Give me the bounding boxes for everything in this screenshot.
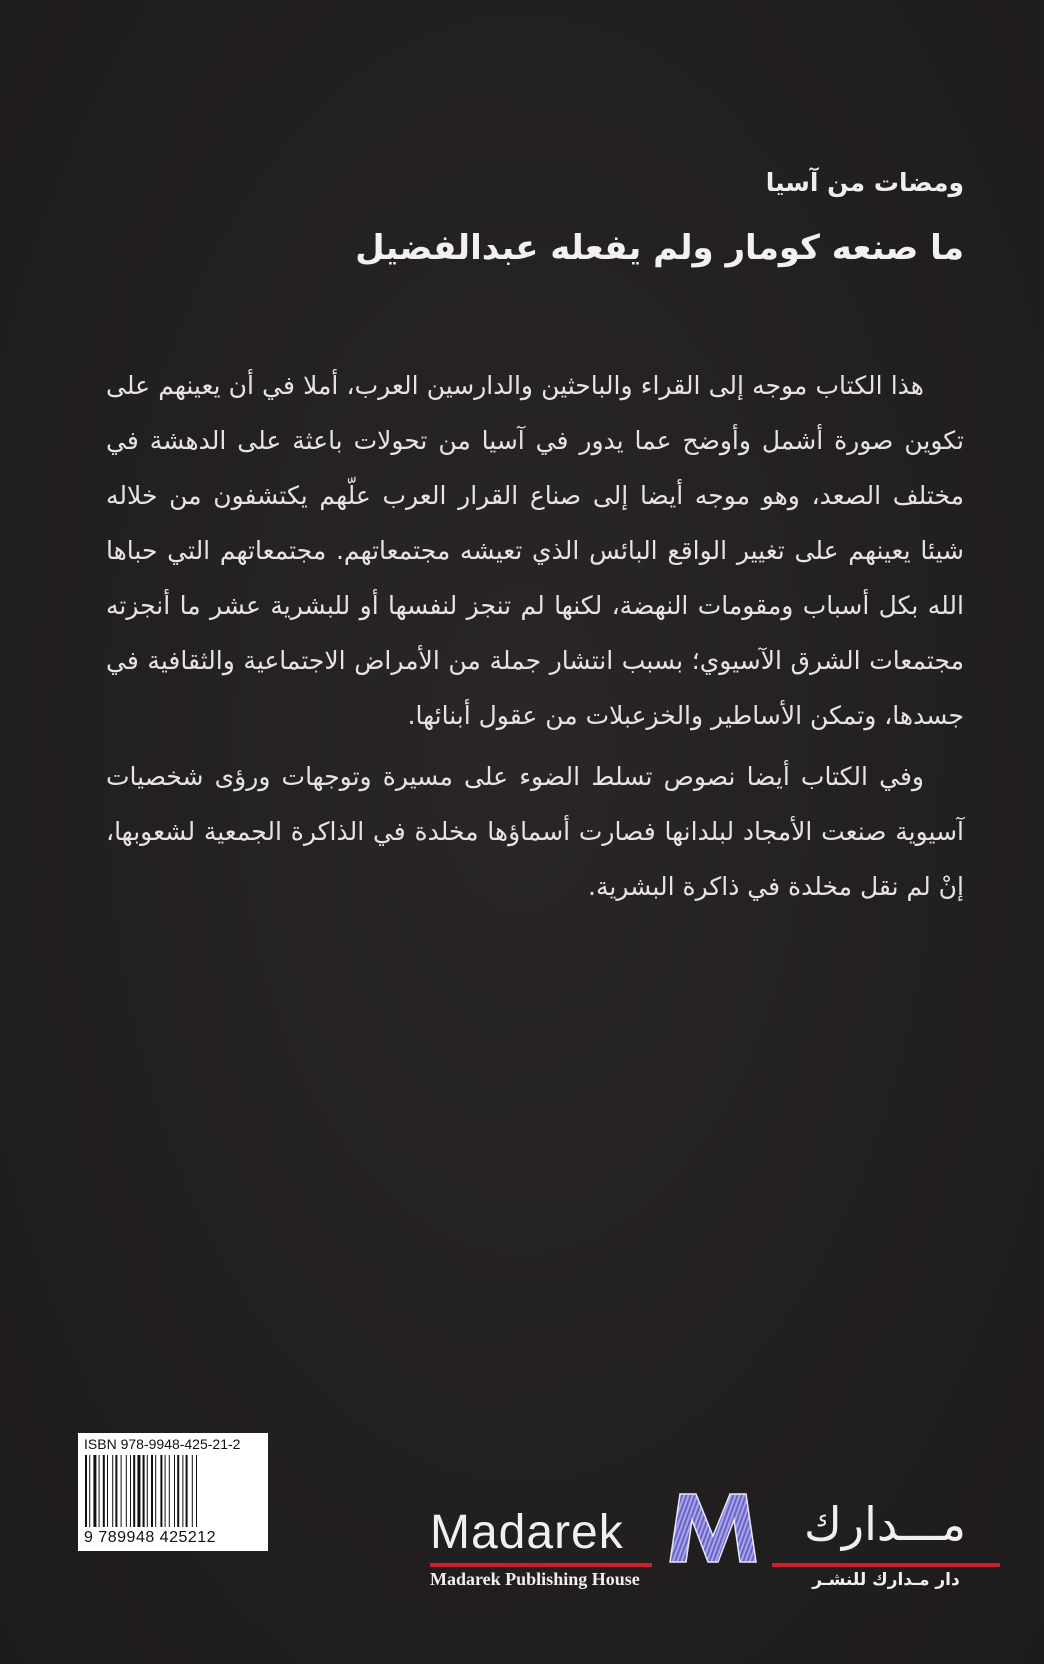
barcode-digits: 9 789948 425212	[84, 1529, 217, 1546]
barcode-bar	[155, 1455, 156, 1527]
book-title: ما صنعه كومار ولم يفعله عبدالفضيل	[355, 228, 964, 268]
barcode-bar	[174, 1455, 175, 1527]
barcode-bar	[192, 1455, 193, 1527]
barcode-bar	[126, 1455, 127, 1527]
barcode-bar	[147, 1455, 148, 1527]
publisher-logo-arabic-rule	[772, 1563, 1000, 1567]
blurb-paragraph-1: هذا الكتاب موجه إلى القراء والباحثين والدارسين العرب، أملا في أن يعينهم على تكوين صورة أشمل وأوضح عما يدور في آسيا من تحولات باعثة على الدهشة في مختلف الصعد، وهو موجه أيضا إلى صناع القرار العرب علّهم يكتشفون من خلاله شيئا يعينهم على تغيير الواقع البائس الذي تعيشه مجتمعاتهم. مجتمعاتهم التي حباها الله بكل أسباب ومقومات النهضة، لكنها لم تنجز لنفسها أو للبشرية عشر ما أنجزته مجتمعات الشرق الآسيوي؛ بسبب انتشار جملة من الأمراض الاجتماعية والثقافية في جسدها، وتمكن الأساطير والخزعبلات من عقول أبنائها.	[106, 371, 964, 730]
barcode-bar	[89, 1455, 90, 1527]
barcode-bar	[151, 1455, 153, 1527]
publisher-logo-latin: Madarek	[430, 1506, 624, 1559]
barcode-bar	[133, 1455, 135, 1527]
blurb-paragraph-2: وفي الكتاب أيضا نصوص تسلط الضوء على مسيرة وتوجهات ورؤى شخصيات آسيوية صنعت الأمجاد لبلدانها فصارت أسماؤها مخلدة في الذاكرة الجمعية لشعوبها، إنْ لم نقل مخلدة في ذاكرة البشرية.	[106, 762, 964, 901]
barcode-bar	[130, 1455, 131, 1527]
barcode-bar	[137, 1455, 140, 1527]
barcode-bar	[143, 1455, 145, 1527]
barcode-bar	[107, 1455, 108, 1527]
book-subtitle: ومضات من آسيا	[765, 168, 964, 197]
isbn-number: ISBN 978-9948-425-21-2	[84, 1436, 241, 1452]
barcode-bar	[165, 1455, 166, 1527]
barcode-bar	[186, 1455, 188, 1527]
barcode-bar	[121, 1455, 122, 1527]
publisher-arabic-subtitle: دار مـدارك للنشـر	[812, 1570, 960, 1590]
barcode-bar	[85, 1455, 87, 1527]
barcode-bar	[160, 1455, 162, 1527]
barcode-bar	[93, 1455, 96, 1527]
barcode-bar	[182, 1455, 183, 1527]
barcode-bar	[99, 1455, 100, 1527]
publisher-latin-subtitle: Madarek Publishing House	[430, 1569, 640, 1589]
barcode-bar	[115, 1455, 117, 1527]
barcode-graphic	[84, 1455, 262, 1527]
barcode-bar	[103, 1455, 105, 1527]
publisher-logo-latin-rule	[430, 1563, 652, 1567]
blurb-text	[106, 358, 964, 914]
barcode-bar	[169, 1455, 170, 1527]
publisher-logo-arabic: مـــدارك	[803, 1497, 967, 1551]
barcode-bar	[112, 1455, 113, 1527]
isbn-barcode-label	[78, 1433, 268, 1551]
barcode-bar	[177, 1455, 179, 1527]
publisher-m-logo-icon	[666, 1490, 760, 1564]
barcode-bar	[196, 1455, 197, 1527]
